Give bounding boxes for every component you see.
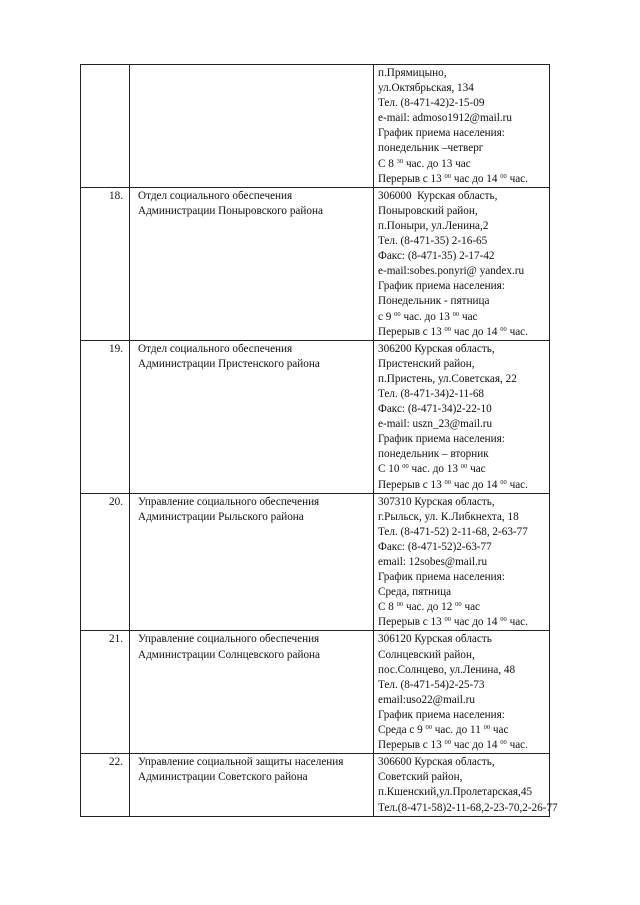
row-number: 22. (109, 756, 123, 769)
contact-info-line (378, 738, 549, 753)
contact-info-text: понедельник –четверг (378, 142, 484, 155)
contact-info-cell (374, 340, 550, 493)
contact-info-text: час. до 13 (400, 310, 453, 323)
contact-info-line (378, 96, 549, 111)
contact-info-text: График приема населения: (378, 127, 505, 140)
organization-name-line: Администрации Пристенского района (138, 357, 320, 370)
organization-name-line: Администрации Советского района (138, 771, 308, 784)
organization-name-line: Отдел социального обеспечения (138, 189, 293, 202)
row-number-cell (81, 340, 130, 493)
organization-name-line: Администрации Солнцевского района (138, 648, 320, 661)
contact-info-line (378, 555, 549, 570)
contact-info-text: Пристенский район, (378, 357, 475, 370)
time-minutes-superscript: 00 (394, 310, 401, 318)
contact-info-text: г.Рыльск, ул. К.Либкнехта, 18 (378, 510, 519, 523)
contact-info-text: п.Прямицыно, (378, 67, 447, 79)
table-row (81, 65, 550, 188)
contact-info-text: ул.Октябрьская, 134 (378, 82, 474, 95)
contact-info-line (378, 462, 549, 477)
time-minutes-superscript: 00 (500, 325, 507, 333)
organization-name-cell (130, 493, 374, 631)
contact-info-text: Среда, пятница (378, 586, 452, 599)
contact-info-line (378, 723, 549, 738)
time-minutes-superscript: 00 (455, 601, 462, 609)
contact-info-text: Перерыв с 13 (378, 172, 445, 185)
contact-info-text: График приема населения: (378, 280, 505, 293)
row-number: 19. (109, 342, 123, 355)
organization-name-line: Администрации Поныровского района (138, 204, 323, 217)
contact-info-line (378, 234, 549, 249)
contact-info-line (378, 204, 549, 219)
time-minutes-superscript: 00 (402, 463, 409, 471)
contact-info-text: График приема населения: (378, 571, 505, 584)
contact-info-cell (374, 65, 550, 188)
contact-info-text: час до 14 (451, 325, 501, 338)
contact-info-line (378, 417, 549, 432)
contact-info-line (378, 540, 549, 555)
contact-info-text: Факс: (8-471-34)2-22-10 (378, 403, 492, 416)
organization-name-cell (130, 754, 374, 816)
contact-info-line (378, 402, 549, 417)
contact-info-cell (374, 631, 550, 754)
contact-info-line (378, 172, 549, 187)
contact-info-text: 307310 Курская область, (378, 495, 495, 508)
contact-info-text: час. (506, 325, 528, 338)
contact-info-text: п.Поныри, ул.Ленина,2 (378, 219, 489, 232)
contact-info-text: Перерыв с 13 (378, 325, 445, 338)
table-row (81, 340, 550, 493)
contact-info-text: 306000 Курская область, (378, 189, 498, 202)
contact-info-text: email: 12sobes@mail.ru (378, 556, 488, 568)
contact-info-line (378, 708, 549, 723)
contact-info-text: Тел. (8-471-35) 2-16-65 (378, 235, 488, 248)
contact-info-text: час. (506, 172, 528, 185)
contact-info-line (378, 615, 549, 630)
contact-info-text: e-mail: uszn_23@mail.ru (378, 418, 493, 431)
contact-info-text: час до 14 (451, 739, 501, 752)
time-minutes-superscript: 00 (444, 478, 452, 486)
contact-info-line (378, 510, 549, 525)
contact-info-text: График приема населения: (378, 708, 505, 721)
time-minutes-superscript: 00 (500, 616, 507, 624)
time-minutes-superscript: 00 (425, 724, 432, 732)
time-minutes-superscript: 00 (444, 739, 452, 747)
contact-info-line (378, 525, 549, 540)
contact-info-line (378, 648, 549, 663)
contact-info-text: Тел. (8-471-52) 2-11-68, 2-63-77 (378, 525, 528, 538)
contact-info-line (378, 478, 549, 493)
organization-name-cell (130, 340, 374, 493)
contact-info-text: Факс: (8-471-52)2-63-77 (378, 540, 492, 553)
contact-info-text: п.Кшенский,ул.Пролетарская,45 (378, 786, 533, 799)
contact-info-text: час до 14 (451, 616, 501, 629)
time-minutes-superscript: 00 (500, 739, 507, 747)
contact-info-text: час. до 12 (403, 601, 456, 614)
contact-info-line (378, 66, 549, 81)
contact-info-line (378, 264, 549, 279)
contact-info-text: час до 14 (451, 478, 501, 491)
time-minutes-superscript: 00 (444, 172, 452, 180)
contact-info-text: 306200 Курская область, (378, 342, 495, 355)
contact-info-line (378, 570, 549, 585)
contact-info-cell (374, 754, 558, 816)
contact-info-text: час (459, 310, 478, 323)
organization-name-line: Управление социальной защиты населения (138, 756, 344, 769)
contact-info-line (378, 219, 549, 234)
organization-name-cell (130, 187, 374, 340)
row-number-cell (81, 65, 130, 188)
table-row (81, 187, 550, 340)
contact-info-text: Солнцевский район, (378, 648, 475, 661)
contact-info-text: e-mail:sobes.ponyri@ yandex.ru (378, 265, 525, 278)
contact-info-text: 306120 Курская область (378, 633, 492, 646)
contact-info-text: Перерыв с 13 (378, 478, 445, 491)
contact-info-text: час. (506, 478, 528, 491)
contact-info-line (378, 693, 549, 708)
time-minutes-superscript: 00 (483, 724, 491, 732)
contact-info-text: Перерыв с 13 (378, 739, 445, 752)
row-number: 18. (109, 189, 123, 202)
contact-info-text: С 8 (378, 601, 397, 614)
contact-info-line (378, 663, 549, 678)
contact-info-line (378, 157, 549, 172)
organization-name-line: Управление социального обеспечения (138, 633, 320, 646)
contact-info-line (378, 249, 549, 264)
time-minutes-superscript: 00 (500, 478, 507, 486)
contact-info-text: С 10 (378, 463, 403, 476)
row-number: 21. (109, 633, 123, 646)
contact-info-line (378, 325, 549, 340)
table-row (81, 493, 550, 631)
contact-info-text: Перерыв с 13 (378, 616, 445, 629)
time-minutes-superscript: 00 (452, 310, 460, 318)
time-minutes-superscript: 00 (444, 616, 452, 624)
contact-info-text: 306600 Курская область, (378, 756, 495, 769)
contact-info-text: час. (506, 739, 528, 752)
contact-info-line (378, 785, 549, 800)
contact-info-line (378, 585, 549, 600)
contacts-table-body (81, 65, 558, 817)
contact-info-line (378, 126, 549, 141)
contact-info-line (378, 600, 549, 615)
contact-info-text: понедельник – вторник (378, 448, 489, 461)
contact-info-text: График приема населения: (378, 433, 505, 446)
organization-name-line: Управление социального обеспечения (138, 495, 320, 508)
contact-info-text: час. до 11 (431, 724, 484, 737)
contact-info-text: час. (506, 616, 528, 629)
time-minutes-superscript: 00 (500, 172, 507, 180)
contact-info-line (378, 141, 549, 156)
contact-info-cell (374, 493, 550, 631)
table-row (81, 754, 550, 816)
contact-info-line (378, 632, 549, 647)
contact-info-text: час (490, 724, 509, 737)
contact-info-text: e-mail: admoso1912@mail.ru (378, 112, 512, 125)
row-number-cell (81, 187, 130, 340)
contact-info-text: Поныровский район, (378, 204, 478, 217)
organization-name-cell (130, 631, 374, 754)
contact-info-line (378, 111, 549, 126)
contact-info-line (378, 432, 549, 447)
contact-info-text: email:uso22@mail.ru (378, 693, 475, 706)
contact-info-line (378, 372, 549, 387)
contact-info-line (378, 755, 549, 770)
contact-info-line (378, 387, 549, 402)
contact-info-line (378, 294, 549, 309)
row-number-cell (81, 754, 130, 816)
contact-info-text: Понедельник - пятница (378, 295, 490, 308)
contacts-table (80, 64, 558, 817)
organization-name-line: Администрации Рыльского района (138, 510, 304, 523)
contact-info-text: час (467, 463, 486, 476)
contact-info-text: Тел.(8-471-58)2-11-68,2-23-70,2-26-77 (378, 801, 558, 814)
contact-info-text: час (461, 601, 481, 614)
contact-info-line (378, 801, 558, 816)
contact-info-text: Среда с 9 (378, 724, 426, 737)
contact-info-line (378, 357, 549, 372)
contact-info-text: С 8 (378, 157, 397, 170)
contact-info-text: Тел. (8-471-54)2-25-73 (378, 678, 485, 691)
table-row (81, 631, 550, 754)
contact-info-text: час. до 13 (408, 463, 461, 476)
time-minutes-superscript: 00 (396, 601, 404, 609)
contact-info-cell (374, 187, 550, 340)
time-minutes-superscript: 00 (460, 463, 468, 471)
contact-info-line (378, 81, 549, 96)
row-number-cell (81, 631, 130, 754)
contact-info-line (378, 495, 549, 510)
contact-info-line (378, 770, 549, 785)
contact-info-line (378, 189, 549, 204)
time-minutes-superscript: 00 (444, 325, 452, 333)
contact-info-line (378, 279, 549, 294)
contact-info-text: час до 14 (451, 172, 501, 185)
contact-info-text: с 9 (378, 310, 395, 323)
contact-info-line (378, 342, 549, 357)
contact-info-text: Тел. (8-471-34)2-11-68 (378, 387, 485, 400)
contact-info-text: Факс: (8-471-35) 2-17-42 (378, 250, 495, 263)
contact-info-line (378, 447, 549, 462)
time-minutes-superscript: 30 (396, 157, 404, 165)
contact-info-line (378, 678, 549, 693)
organization-name-line: Отдел социального обеспечения (138, 342, 293, 355)
contact-info-text: Тел. (8-471-42)2-15-09 (378, 97, 485, 110)
contact-info-line (378, 310, 549, 325)
contact-info-text: п.Пристень, ул.Советская, 22 (378, 372, 517, 385)
row-number-cell (81, 493, 130, 631)
contact-info-text: Советский район, (378, 771, 463, 784)
contact-info-text: пос.Солнцево, ул.Ленина, 48 (378, 663, 516, 676)
contact-info-text: час. до 13 час (403, 157, 471, 170)
row-number: 20. (109, 495, 123, 508)
organization-name-cell (130, 65, 374, 188)
